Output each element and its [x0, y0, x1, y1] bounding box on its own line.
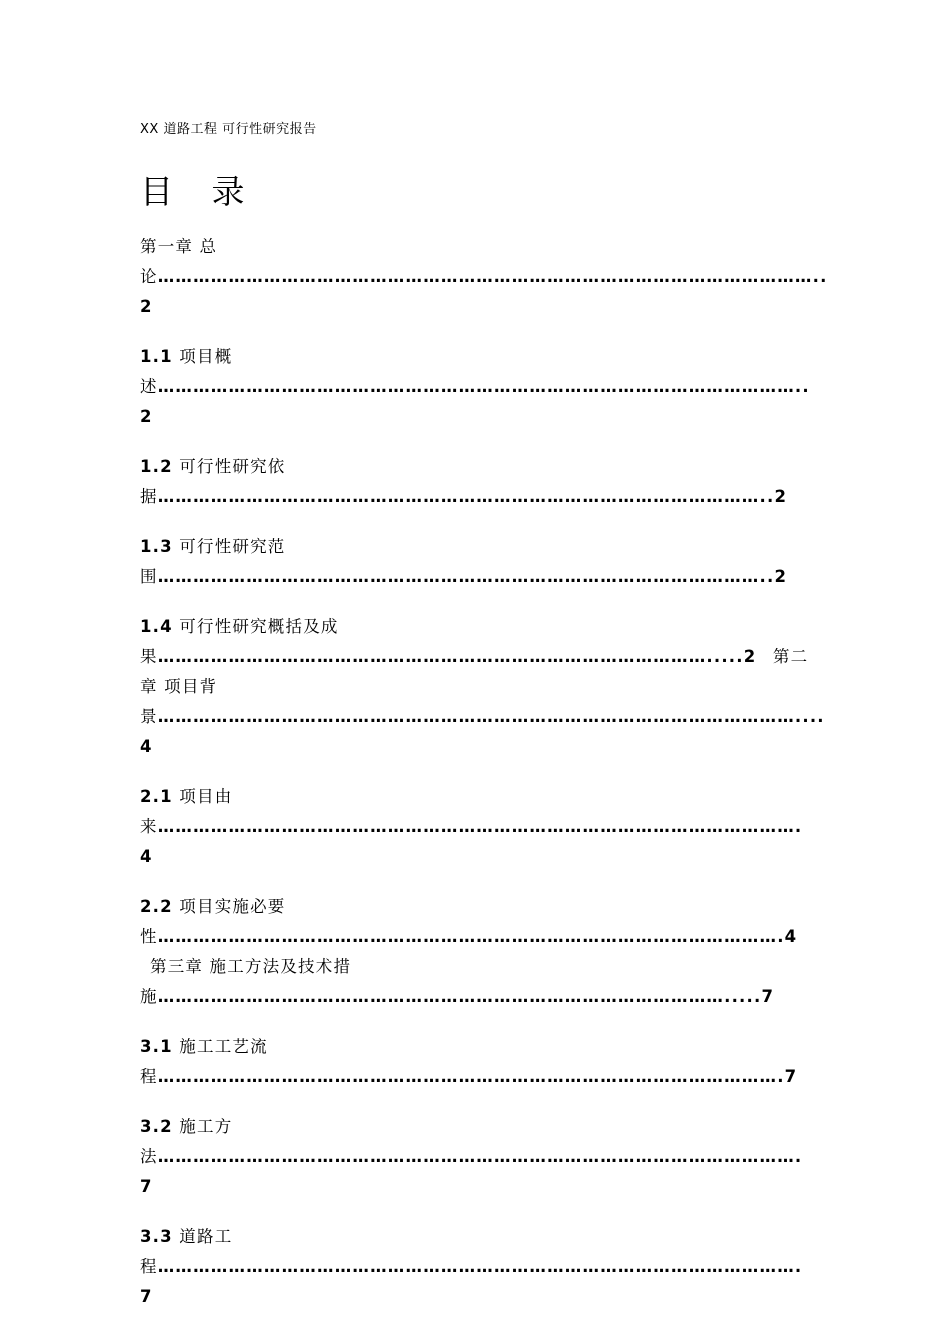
toc-page-number: 2: [774, 487, 788, 506]
toc-entry-chapter-3-label[interactable]: 第三章 施工方法及技术措施: [140, 957, 352, 1006]
table-of-contents: [140, 232, 828, 1332]
toc-entry-chapter-2-label[interactable]: 第二章 项目背景: [140, 647, 809, 726]
toc-page-number: 7: [761, 987, 775, 1006]
toc-entry-3-1[interactable]: [140, 1032, 812, 1092]
toc-page-number: 7: [784, 1067, 798, 1086]
toc-leader-dots: ……………………………………………………………………………………………….: [157, 1147, 803, 1166]
toc-entry-label: 可行性研究依据: [140, 457, 286, 506]
toc-leader-dots: ………………………………………………………………………………………………....: [157, 707, 825, 726]
toc-leader-dots: ………………………………………………………………………………………………..: [157, 377, 810, 396]
toc-leader-dots: …………………………………………………………………………………….....: [157, 987, 762, 1006]
toc-leader-dots: ……………………………………………………………………………………………….: [157, 1257, 803, 1276]
toc-section-number: 3.3: [140, 1227, 173, 1246]
toc-leader-dots: …………………………………………………………………………………………….: [157, 1067, 785, 1086]
toc-page-number: 2: [743, 647, 757, 666]
toc-entry-2-1[interactable]: [140, 782, 812, 872]
toc-section-number: 3.2: [140, 1117, 173, 1136]
toc-entry-2-2[interactable]: [140, 892, 812, 1012]
toc-entry-3-2[interactable]: [140, 1112, 812, 1202]
toc-entry-label: 施工工艺流程: [140, 1037, 268, 1086]
toc-page-number: 2: [140, 407, 153, 426]
toc-entry-label: 项目概述: [140, 347, 233, 396]
toc-page-number: 2: [140, 297, 153, 316]
toc-entry-label: 施工方法: [140, 1117, 233, 1166]
toc-page-number: 2: [774, 567, 788, 586]
toc-leader-dots: ……………………………………………………………………………………………….: [157, 817, 803, 836]
toc-entry-label: 可行性研究概括及成果: [140, 617, 339, 666]
toc-leader-dots: …………………………………………………………………………………………………..: [157, 267, 828, 286]
toc-page-number: 7: [140, 1287, 153, 1306]
toc-page-number: 4: [140, 737, 153, 756]
toc-entry-1-3[interactable]: [140, 532, 812, 592]
toc-section-number: 3.1: [140, 1037, 173, 1056]
toc-page-number: 4: [784, 927, 798, 946]
toc-entry-label: 项目实施必要性: [140, 897, 286, 946]
running-header: XX 道路工程 可行性研究报告: [140, 122, 317, 137]
toc-section-number: 2.2: [140, 897, 173, 916]
toc-entry-label: 项目由来: [140, 787, 233, 836]
toc-leader-dots: …………………………………………………………………………………………..: [157, 567, 775, 586]
toc-entry-1-2[interactable]: [140, 452, 812, 512]
toc-page-number: 7: [140, 1177, 153, 1196]
toc-leader-dots: …………………………………………………………………………………………….: [157, 927, 785, 946]
toc-entry-chapter-1[interactable]: [140, 232, 828, 322]
toc-entry-1-1[interactable]: [140, 342, 812, 432]
toc-section-number: 1.2: [140, 457, 173, 476]
toc-leader-dots: ………………………………………………………………………………….....: [157, 647, 744, 666]
toc-entry-3-3[interactable]: [140, 1222, 812, 1312]
toc-section-number: 2.1: [140, 787, 173, 806]
toc-section-number: 1.3: [140, 537, 173, 556]
toc-section-number: 1.4: [140, 617, 173, 636]
toc-entry-label: 可行性研究范围: [140, 537, 286, 586]
toc-title: 目 录: [140, 172, 259, 211]
toc-section-number: 1.1: [140, 347, 173, 366]
toc-entry-1-4[interactable]: [140, 612, 825, 762]
toc-leader-dots: …………………………………………………………………………………………..: [157, 487, 775, 506]
toc-page-number: 4: [140, 847, 153, 866]
toc-entry-label: 道路工程: [140, 1227, 233, 1276]
toc-entry-label: 第一章 总 论: [140, 237, 218, 286]
